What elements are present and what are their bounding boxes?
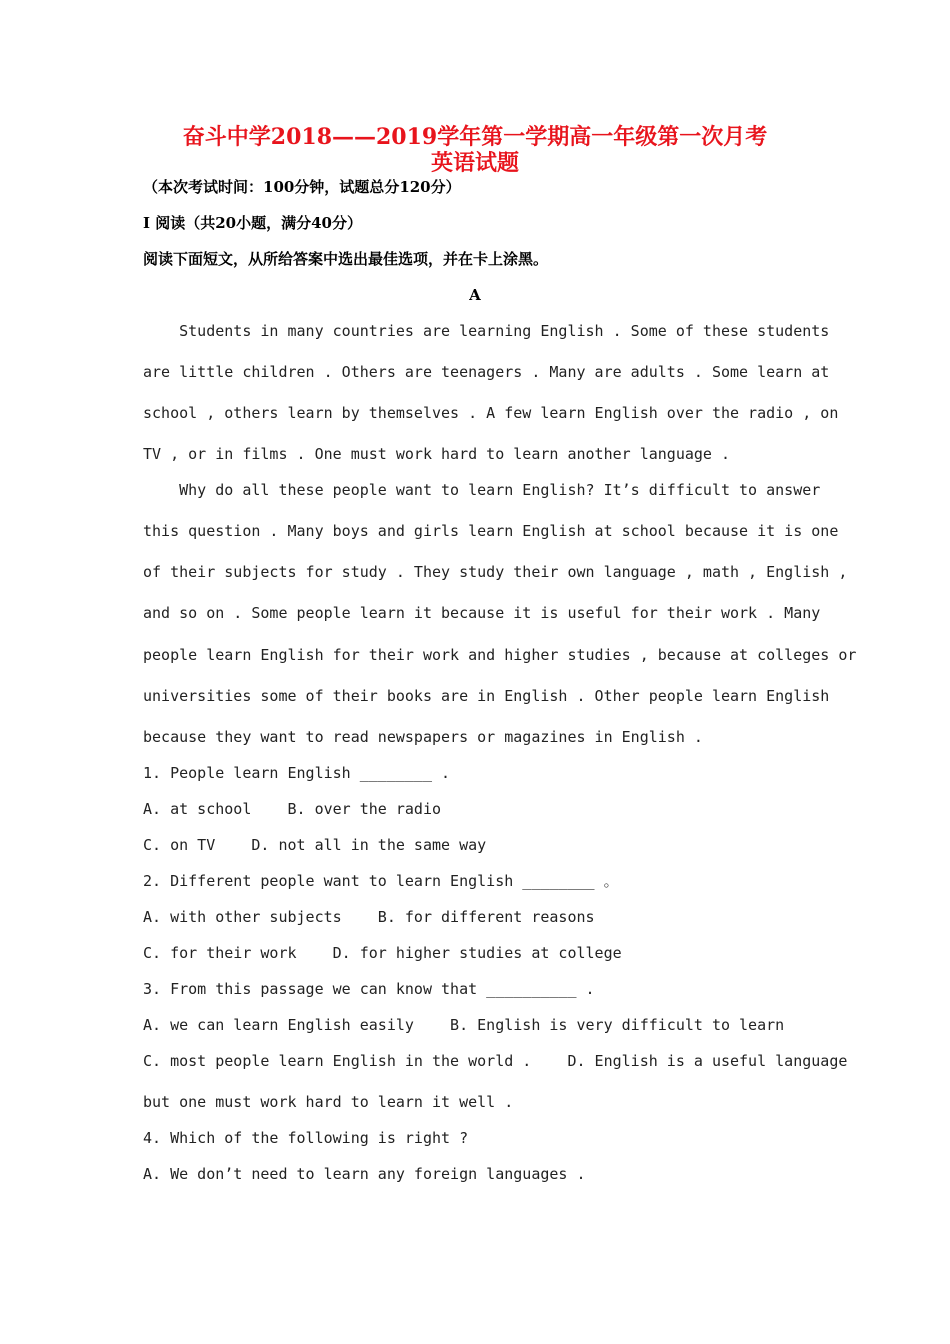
question-4: 4. Which of the following is right ? <box>143 1129 469 1147</box>
passage-line: TV , or in films . One must work hard to learn another language . <box>143 445 730 463</box>
exam-title: 奋斗中学2018——2019学年第一学期高一年级第一次月考 <box>182 124 768 150</box>
options-4-a: A. We don’t need to learn any foreign languages . <box>143 1165 586 1183</box>
options-2-ab: A. with other subjects B. for different reasons <box>143 908 595 926</box>
exam-subtitle: 英语试题 <box>430 150 519 176</box>
passage-line: and so on . Some people learn it because it is useful for their work . Many <box>143 604 821 622</box>
section-heading: I 阅读（共20小题，满分40分） <box>143 214 362 232</box>
options-3-ab: A. we can learn English easily B. English is very difficult to learn <box>143 1016 785 1034</box>
exam-info: （本次考试时间：100分钟，试题总分120分） <box>143 178 461 196</box>
passage-line: of their subjects for study . They study their own language , math , English , <box>143 563 848 581</box>
section-instruction: 阅读下面短文，从所给答案中选出最佳选项，并在卡上涂黑。 <box>143 250 549 268</box>
passage-line: this question . Many boys and girls learn English at school because it is one <box>143 522 839 540</box>
options-3-cd-continued: but one must work hard to learn it well . <box>143 1093 514 1111</box>
options-1-cd: C. on TV D. not all in the same way <box>143 836 487 854</box>
options-3-cd: C. most people learn English in the world . D. English is a useful language <box>143 1052 848 1070</box>
passage-line: universities some of their books are in English . Other people learn English <box>143 687 830 705</box>
passage-line: school , others learn by themselves . A few learn English over the radio , on <box>143 404 839 422</box>
options-2-cd: C. for their work D. for higher studies at college <box>143 944 622 962</box>
passage-label: A <box>469 286 481 304</box>
passage-line: Why do all these people want to learn English? It’s difficult to answer <box>143 481 821 499</box>
question-1: 1. People learn English ________ . <box>143 764 451 782</box>
options-1-ab: A. at school B. over the radio <box>143 800 442 818</box>
passage-line: Students in many countries are learning English . Some of these students <box>143 322 830 340</box>
passage-line: are little children . Others are teenagers . Many are adults . Some learn at <box>143 363 830 381</box>
passage-line: people learn English for their work and higher studies , because at colleges or <box>143 646 857 664</box>
passage-line: because they want to read newspapers or magazines in English . <box>143 728 703 746</box>
question-2: 2. Different people want to learn English ________ 。 <box>143 872 619 890</box>
question-3: 3. From this passage we can know that __________ . <box>143 980 595 998</box>
